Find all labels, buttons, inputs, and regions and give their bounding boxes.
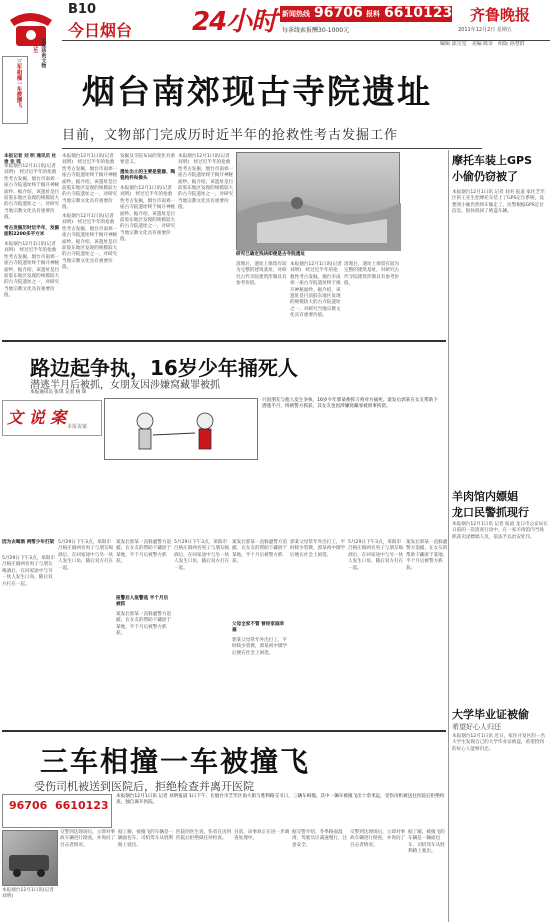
hotline-number: 96706 (314, 5, 363, 21)
lead-col3-cont: 本报烟台12月1日讯(记者 刘明) 经过近半年的抢救性考古发掘，烟台市南郊一座古寺院遗址终于揭开神秘面纱。据介绍，该遗址是目前胶东地区发现的规模较大的古寺院遗址之一，对研究当地宗教文化具有重要价值。 (120, 186, 176, 243)
lead-col3: 发掘及寺院布局的变化有重要意义。 (120, 154, 176, 166)
second-illustration (104, 398, 258, 460)
section-title: 今日烟台 (68, 21, 133, 40)
lead-col2-cont: 本报烟台12月1日讯(记者 刘明) 经过近半年的抢救性考古发掘，烟台市南郊一座古寺院遗址终于揭开神秘面纱。据介绍，该遗址是目前胶东地区发现的规模较大的古寺院遗址之一，对研究当地宗教文化具有重要价值。 (62, 214, 118, 271)
second-col8: 案发后郭某一直躲避警方追捕，在女友的帮助下藏匿于某地，半个月后被警方抓获。 (406, 540, 448, 571)
lead-photo (236, 152, 400, 250)
second-col1: 5月29日下午3点，莱阳市吕格庄镇两名男子与朋友喝酒后，在回家途中与另一伙人发生口角，随后双方打在一起。 (2, 556, 56, 587)
sidebar-title-2: 小偷仍窃被了 (452, 170, 518, 183)
sidebar-text-1: 本报烟台12月1日讯 记者 刘君 报道 家住芝罘区的王先生把摩托车装上了GPS定位系统，没想到小偷仍然将车偷走了。民警根据GPS定位信息，很快找回了被盗车辆。 (452, 190, 545, 215)
third-subhead: 受伤司机被送到医院后，拒绝检查并离开医院 (34, 780, 254, 793)
second-col1-title: 因为去喝酒 两帮少年打架 (2, 540, 55, 545)
sidebar-title-1: 摩托车装上GPS (452, 154, 533, 167)
lead-col1-sub: 考古发掘历时近半年，发掘面积2200多平方米 (4, 226, 60, 238)
second-headline: 路边起争执，16岁少年捅死人 (30, 356, 298, 380)
sidebar-title-5: 大学毕业证被偷 (452, 708, 529, 721)
third-col2: 据了解，被撞飞的车辆是一辆面包车，司机驾车从胜利路上驶出。 (118, 830, 174, 848)
lead-col3-sub: 遗址出土的主要是瓷器、陶瓷构件和佛头 (120, 170, 176, 182)
second-col4: 5月29日下午3点，莱阳市吕格庄镇两名男子与朋友喝酒后，在回家途中与另一伙人发生口角，随后双方打在一起。 (174, 540, 230, 571)
sidebar-title-4: 龙口民警抓现行 (452, 506, 529, 519)
lead-photo-caption: 研究已确定残块即便是古寺院遗址 (236, 252, 305, 257)
header-rule (62, 40, 550, 41)
second-intro: 只因朋友与他人发生争执，16岁少年郭某便挥刀将对方捅死。案发后郭某在女友帮助下潜逃半月，终被警方抓获，其女友也因涉嫌窝藏罪被刑事拘留。 (262, 398, 438, 410)
brand-sub: 本报说案 (67, 424, 88, 430)
third-intro: 本报烟台12月1日讯 记者 刘明报道 1日下午，在烟台市芝罘区南大街与胜利路交叉口，三辆车相撞，其中一辆车被撞飞出十余米远，受伤司机被送往医院后拒绝检查，独自离开医院。 (116, 794, 445, 806)
third-headline: 三车相撞一车被撞飞 (40, 745, 311, 778)
third-col6: 交警到达现场后，立即对事故车辆进行勘查，并询问了目击者情况。 (350, 830, 406, 848)
phone-logo-icon (2, 2, 60, 54)
second-byline: 本报通讯员 张琪 记者 杨 琛 (30, 390, 87, 395)
third-col3: 医院的医生说，伤者在送到医院后拒绝做任何检查。 (176, 830, 232, 842)
lead-subhead: 目前，文物部门完成历时近半年的抢救性考古发掘工作 (62, 128, 399, 143)
second-rule (2, 340, 446, 342)
third-col1: 交警到达现场后，立即对事故车辆进行勘查，并询问了目击者情况。 (60, 830, 116, 848)
lead-col1-cont: 本报烟台12月1日讯(记者 刘明) 经过近半年的抢救性考古发掘，烟台市南郊一座古寺院遗址终于揭开神秘面纱。据介绍，该遗址是目前胶东地区发现的规模较大的古寺院遗址之一，对研究当地宗教文化具有重要价值。 (4, 242, 60, 299)
teaser-line-1: 三车相撞一车被撞飞 (15, 59, 22, 108)
second-col6: 郭某父母常年外出打工，平时缺少管教，郭某初中辍学后便在社会上闲逛。 (290, 540, 346, 558)
date-line: 2011年12月2日 星期五 (458, 27, 512, 33)
report-number: 6610123 (384, 5, 453, 21)
paper-name: 齐鲁晚报 (470, 6, 531, 24)
sidebar-text-2: 本报烟台12月1日讯 记者 报道 龙口市公安局在日前的一次清查行动中，在一家羊肉馆内当场抓获卖淫嫖娼人员，依法予以治安处罚。 (452, 522, 548, 540)
teaser-line-3: 发现珍贵文物 (40, 38, 47, 68)
third-photo (2, 830, 58, 886)
lead-col2: 本报烟台12月1日讯(记者 刘明) 经过近半年的抢救性考古发掘，烟台市南郊一座古寺院遗址终于揭开神秘面纱。据介绍，该遗址是目前胶东地区发现的规模较大的古寺院遗址之一，对研究当地宗教文化具有重要价值。 (62, 154, 118, 211)
second-col3-title: 报警后人报警逃 半个月后被抓 (116, 596, 169, 608)
lead-rule (62, 148, 482, 149)
second-col5: 案发后郭某一直躲避警方追捕，在女友的帮助下藏匿于某地，半个月后被警方抓获。 (232, 540, 288, 565)
sidebar-title-3: 羊肉馆内嫖娼 (452, 490, 518, 503)
lead-byline: 本报记者 刘 明 通讯员 杜贵 张 鸣 (4, 154, 57, 166)
brand-text: 文 说 案 (7, 408, 67, 427)
page-number: B10 (68, 2, 96, 17)
lead-col5: 清理后，遗址上保留有较为完整的建筑基址，对研究古代寺院建筑形制具有参考价值。 (236, 262, 287, 287)
second-subhead: 潜逃半月后被抓，女朋友因涉嫌窝藏罪被抓 (30, 380, 220, 391)
third-hotline-box (2, 794, 112, 828)
second-col5-cont: 郭某父母常年外出打工，平时缺少管教，郭某初中辍学后便在社会上闲逛。 (232, 638, 288, 656)
hotline-label: 新闻热线 (282, 10, 310, 18)
third-photo-caption: 本报烟台12月1日讯(记者 刘明) (2, 888, 56, 900)
second-col3: 案发后郭某一直躲避警方追捕，在女友的帮助下藏匿于某地，半个月后被警方抓获。 (116, 540, 172, 565)
second-col7: 5月29日下午3点，莱阳市吕格庄镇两名男子与朋友喝酒后，在回家途中与另一伙人发生口角，随后双方打在一起。 (348, 540, 404, 571)
lead-col1: 本报烟台12月1日讯(记者 刘明) 经过近半年的抢救性考古发掘，烟台市南郊一座古寺院遗址终于揭开神秘面纱。据介绍，该遗址是目前胶东地区发现的规模较大的古寺院遗址之一，对研究当地宗教文化具有重要价值。 (4, 164, 60, 221)
brand-24-logo: 24小时 (192, 7, 277, 37)
report-label: 报料 (366, 10, 380, 18)
lead-col7: 清理后，遗址上保留有较为完整的建筑基址，对研究古代寺院建筑形制具有参考价值。 (344, 262, 400, 287)
lead-col4: 本报烟台12月1日讯(记者 刘明) 经过近半年的抢救性考古发掘，烟台市南郊一座古寺院遗址终于揭开神秘面纱。据介绍，该遗址是目前胶东地区发现的规模较大的古寺院遗址之一，对研究当地宗教文化具有重要价值。 (178, 154, 234, 211)
third-report-number: 6610123 (55, 799, 109, 812)
sidebar-title-6: 希望好心人归还 (452, 723, 501, 731)
teaser-box (2, 56, 28, 124)
sidebar-rule (448, 150, 449, 922)
third-col5: 据交警介绍，冬季路面湿滑，驾驶员应减速慢行，注意安全。 (292, 830, 348, 848)
lead-headline: 烟台南郊现古寺院遗址 (82, 72, 432, 111)
third-col7: 据了解，被撞飞的车辆是一辆面包车，司机驾车从胜利路上驶出。 (408, 830, 445, 855)
brand-box (2, 400, 102, 436)
third-rule (2, 730, 446, 732)
second-col5-title: 父母全家不管 曾经家庭幸福 (232, 622, 285, 634)
lead-col6: 本报烟台12月1日讯(记者 刘明) 经过近半年的抢救性考古发掘，烟台市南郊一座古寺院遗址终于揭开神秘面纱。据介绍，该遗址是目前胶东地区发现的规模较大的古寺院遗址之一，对研究当地宗教文化具有重要价值。 (290, 262, 344, 319)
third-hotline-number: 96706 (9, 799, 48, 812)
editor-line: 编辑 邵宝堂 美编 陈奇 组版 孙慧群 (440, 41, 525, 47)
second-col3-cont: 案发后郭某一直躲避警方追捕，在女友的帮助下藏匿于某地，半个月后被警方抓获。 (116, 612, 172, 637)
third-col4: 目前，该事故正在进一步调查处理中。 (234, 830, 290, 842)
second-col2: 5月29日下午3点，莱阳市吕格庄镇两名男子与朋友喝酒后，在回家途中与另一伙人发生口角，随后双方打在一起。 (58, 540, 114, 571)
teaser-line-2: 李先生 (32, 38, 39, 53)
reward-line: 每条线索报酬30-1000元 (282, 27, 350, 34)
sidebar-text-3: 本报烟台12月1日讯 近日，家住开发区的一名大学生发现自己的大学毕业证被盗，希望捡到的好心人能够归还。 (452, 734, 545, 752)
